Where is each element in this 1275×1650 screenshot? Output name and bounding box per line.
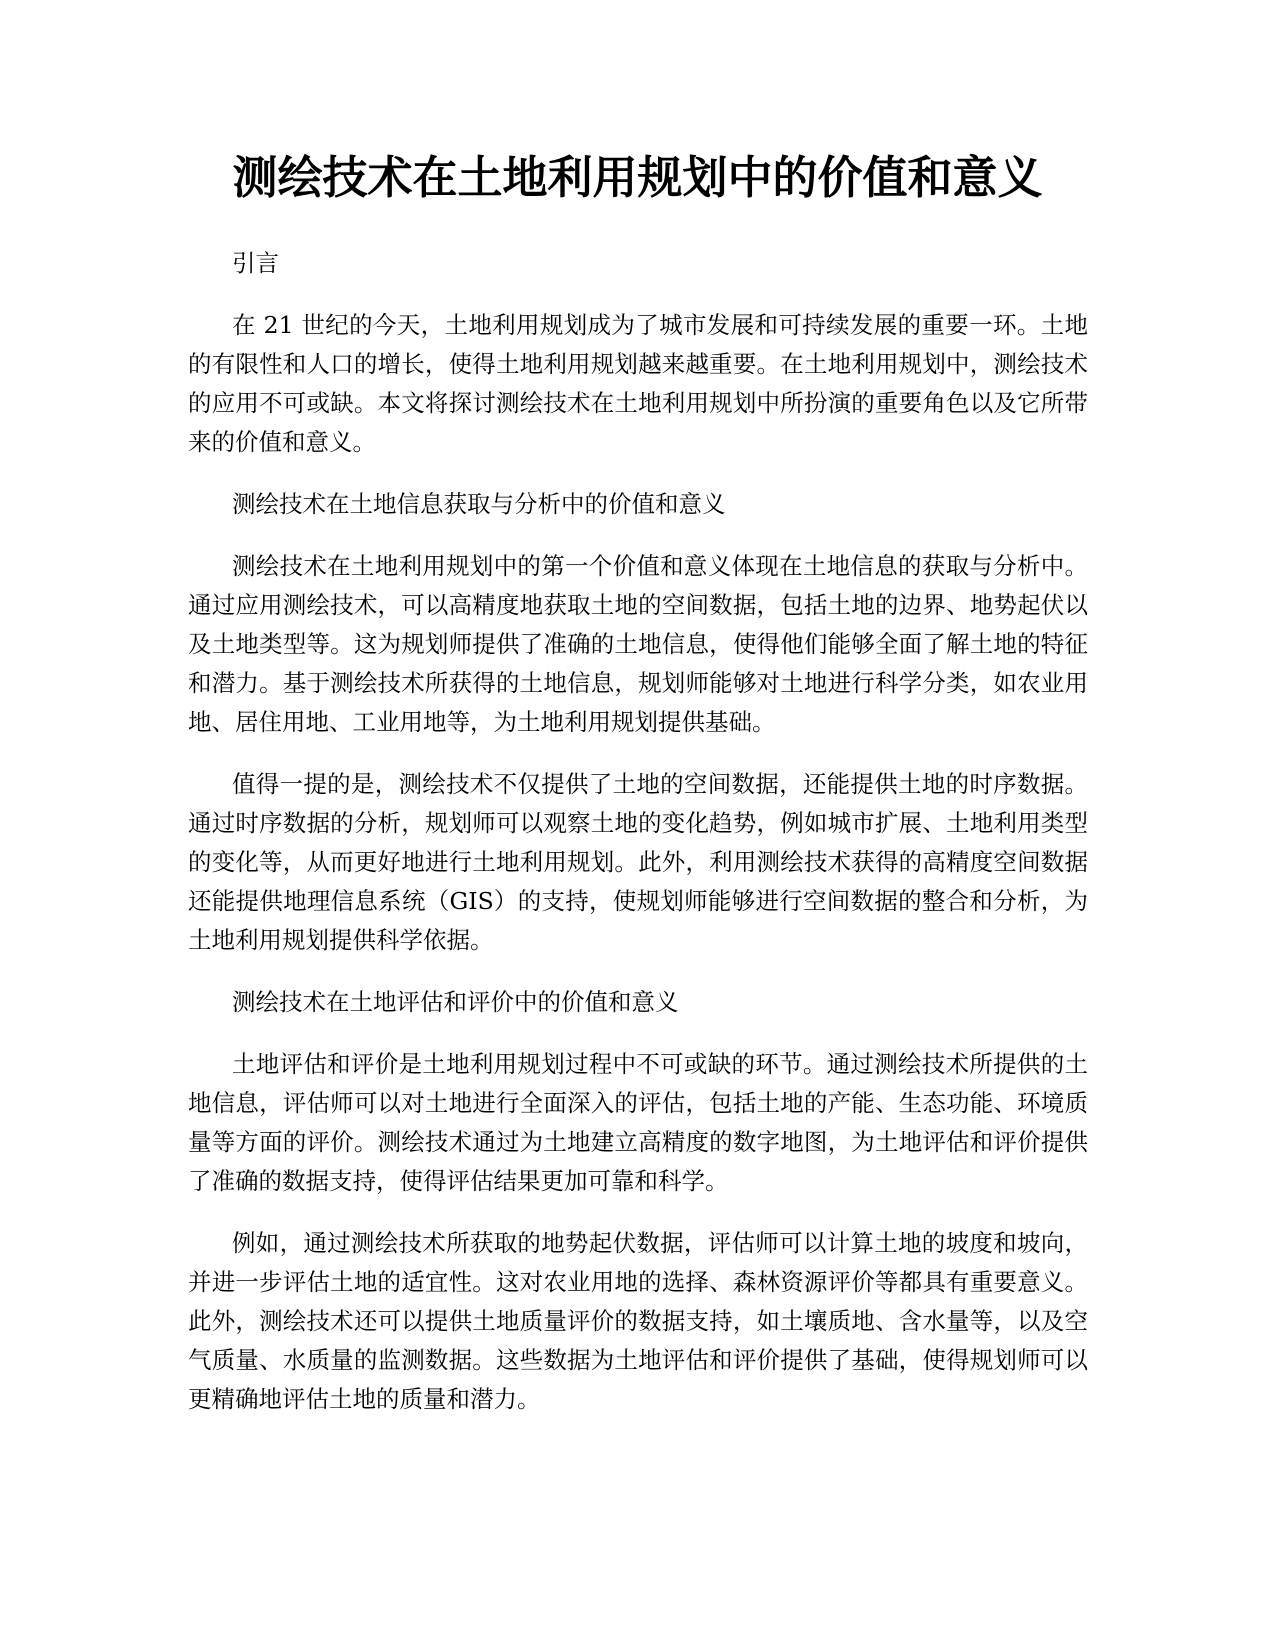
paragraph-intro: 在 21 世纪的今天，土地利用规划成为了城市发展和可持续发展的重要一环。土地的有限性和人口的增长，使得土地利用规划越来越重要。在土地利用规划中，测绘技术的应用不可或缺。本文将探讨测绘技术在土地利用规划中所扮演的重要角色以及它所带来的价值和意义。 <box>188 311 1088 456</box>
paragraph-evaluation-1: 土地评估和评价是土地利用规划过程中不可或缺的环节。通过测绘技术所提供的土地信息，评估师可以对土地进行全面深入的评估，包括土地的产能、生态功能、环境质量等方面的评价。测绘技术通过为土地建立高精度的数字地图，为土地评估和评价提供了准确的数据支持，使得评估结果更加可靠和科学。 <box>188 1050 1088 1195</box>
document-body <box>188 244 1088 1442</box>
paragraph-evaluation-2: 例如，通过测绘技术所获取的地势起伏数据，评估师可以计算土地的坡度和坡向，并进一步评估土地的适宜性。这对农业用地的选择、森林资源评价等都具有重要意义。此外，测绘技术还可以提供土地质量评价的数据支持，如土壤质地、含水量等，以及空气质量、水质量的监测数据。这些数据为土地评估和评价提供了基础，使得规划师可以更精确地评估土地的质量和潜力。 <box>188 1229 1088 1413</box>
section-heading-evaluation: 测绘技术在土地评估和评价中的价值和意义 <box>232 988 679 1016</box>
paragraph-info-acquisition-1: 测绘技术在土地利用规划中的第一个价值和意义体现在土地信息的获取与分析中。通过应用测绘技术，可以高精度地获取土地的空间数据，包括土地的边界、地势起伏以及土地类型等。这为规划师提供了准确的土地信息，使得他们能够全面了解土地的特征和潜力。基于测绘技术所获得的土地信息，规划师能够对土地进行科学分类，如农业用地、居住用地、工业用地等，为土地利用规划提供基础。 <box>188 552 1088 736</box>
document-title: 测绘技术在土地利用规划中的价值和意义 <box>232 151 1043 204</box>
paragraph-info-acquisition-2: 值得一提的是，测绘技术不仅提供了土地的空间数据，还能提供土地的时序数据。通过时序数据的分析，规划师可以观察土地的变化趋势，例如城市扩展、土地利用类型的变化等，从而更好地进行土地利用规划。此外，利用测绘技术获得的高精度空间数据还能提供地理信息系统（GIS）的支持，使规划师能够进行空间数据的整合和分析，为土地利用规划提供科学依据。 <box>188 770 1088 954</box>
section-heading-intro: 引言 <box>232 249 279 277</box>
section-heading-info-acquisition: 测绘技术在土地信息获取与分析中的价值和意义 <box>232 490 726 518</box>
